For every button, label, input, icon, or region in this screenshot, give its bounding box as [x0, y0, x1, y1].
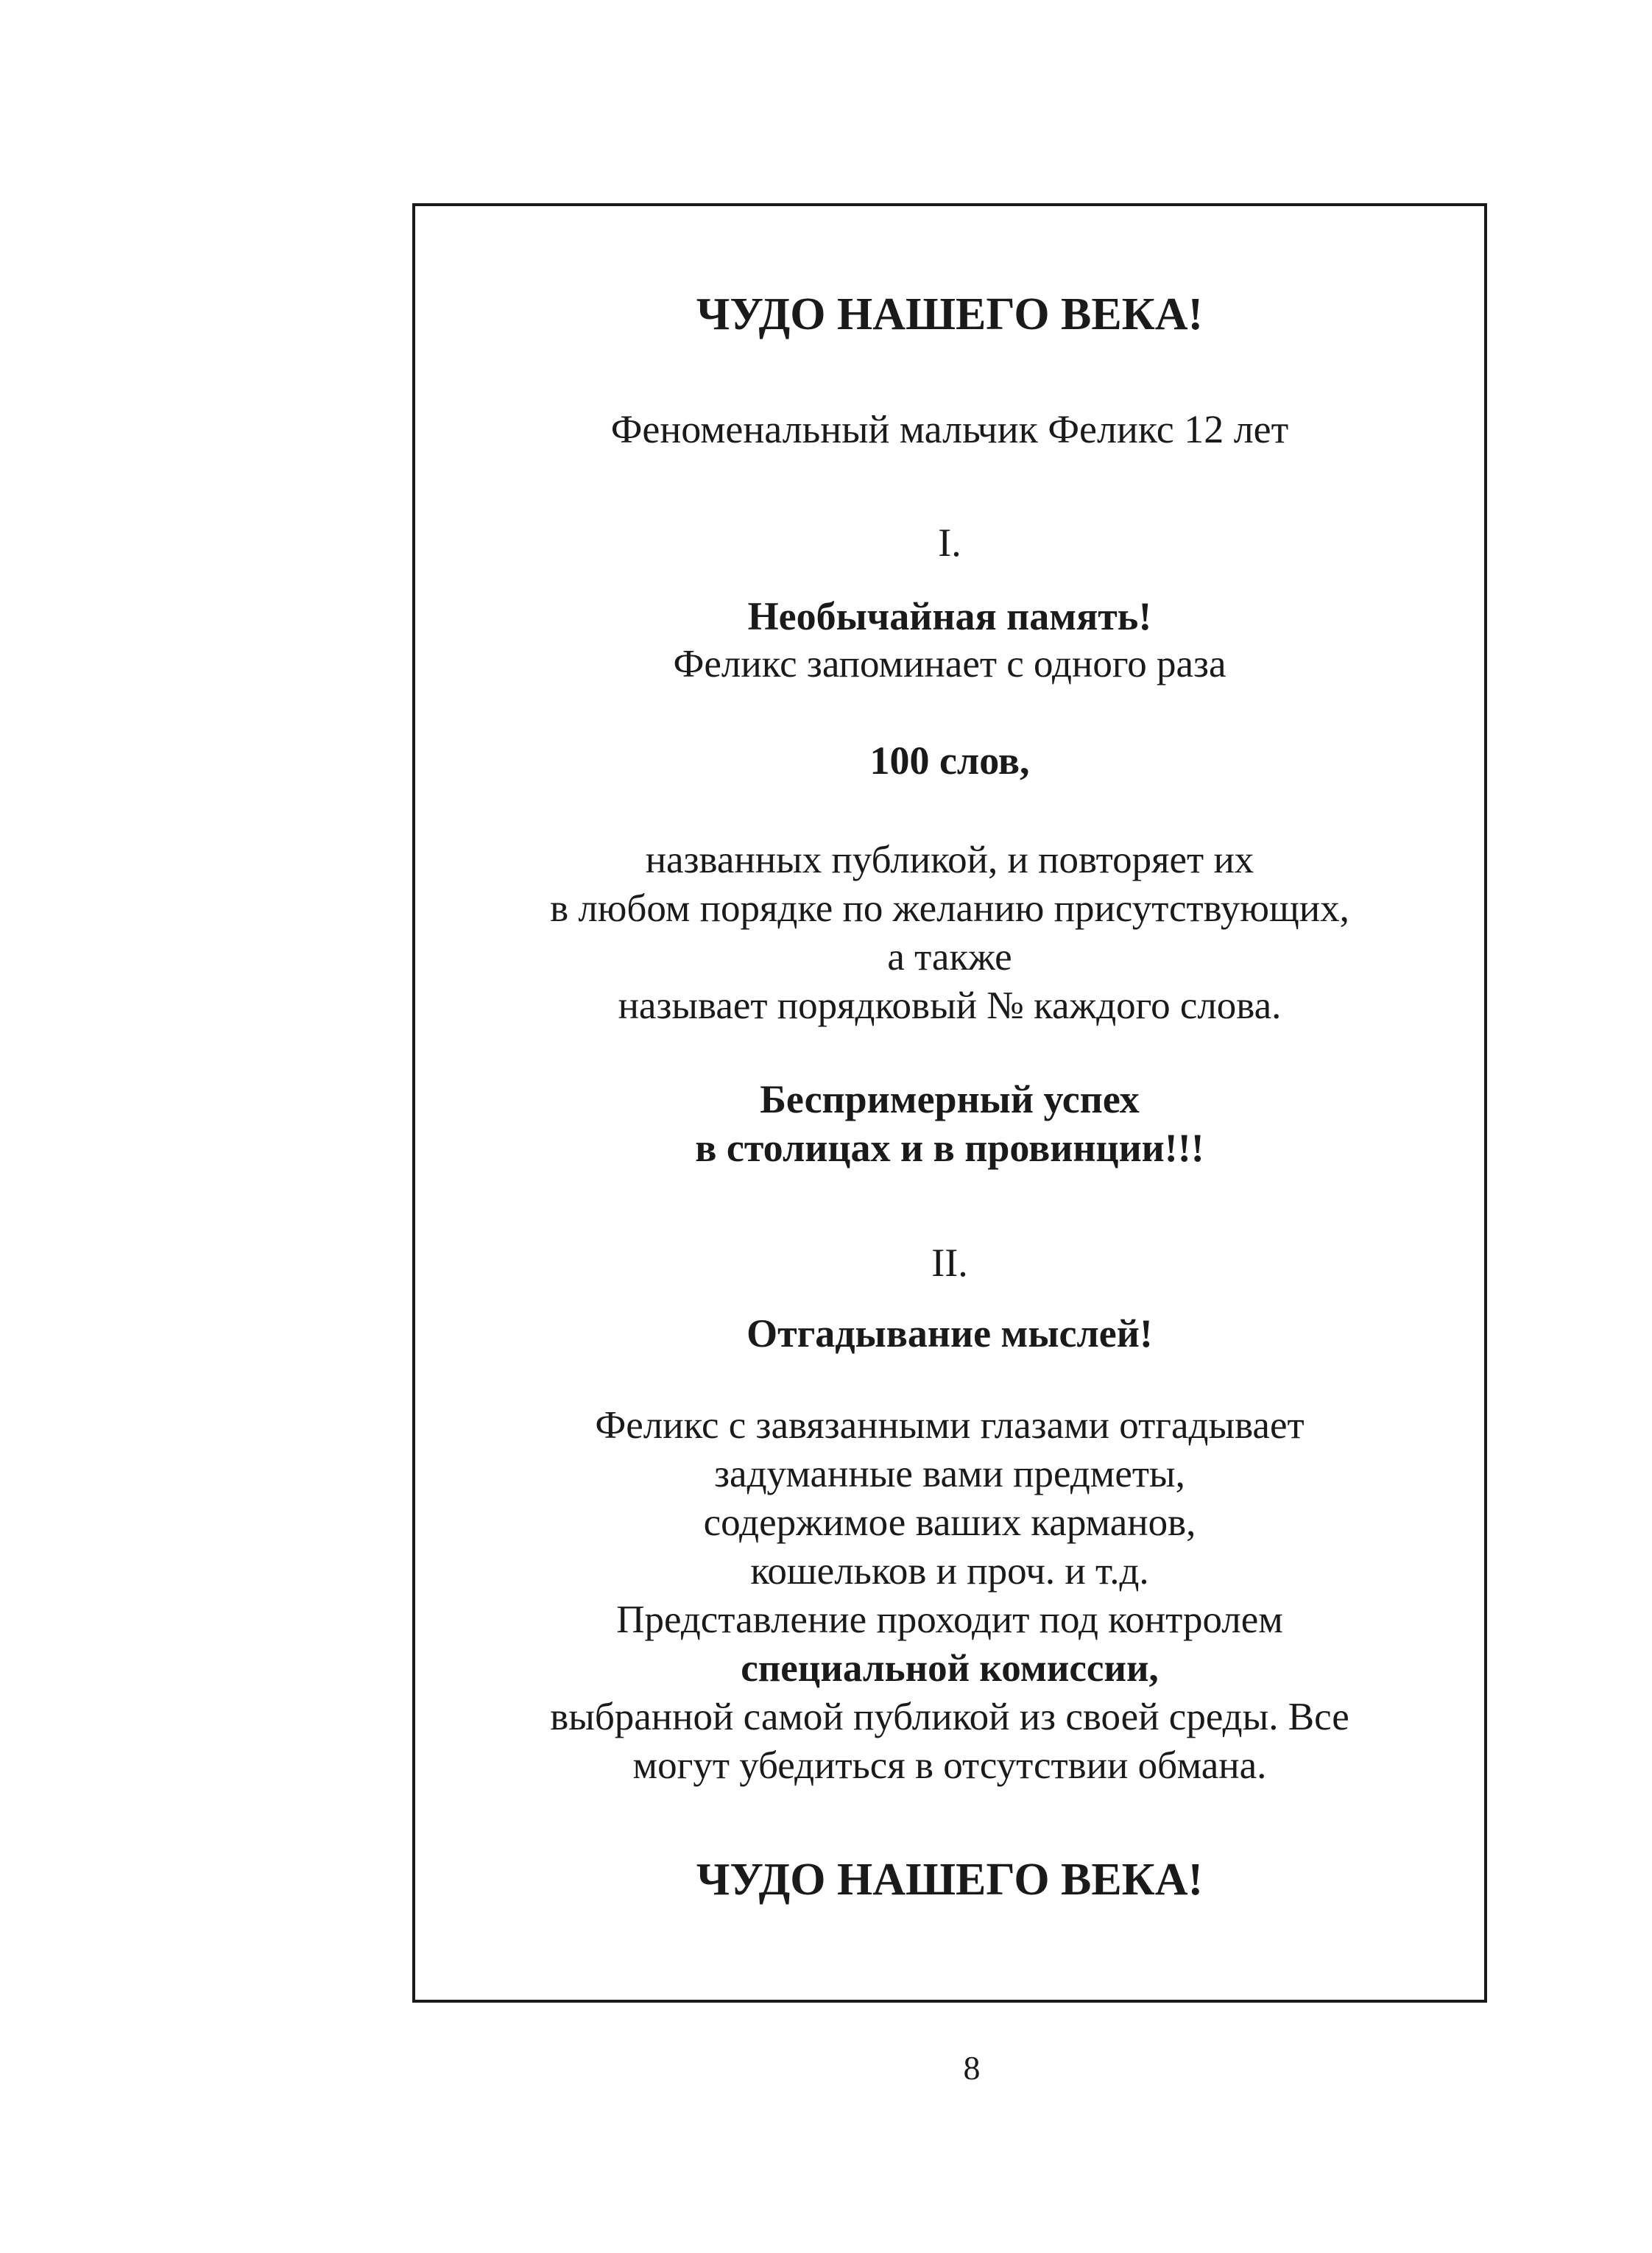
section-2-line: Представление проходит под контролем: [616, 1598, 1283, 1641]
section-1-emphasis: 100 слов,: [869, 738, 1030, 783]
section-1-numeral: I.: [938, 521, 961, 565]
section-2-line: содержимое ваших карманов,: [703, 1501, 1196, 1544]
section-2-line: специальной комиссии,: [741, 1647, 1159, 1690]
section-2-line: выбранной самой публикой из своей среды. Все: [550, 1696, 1349, 1738]
section-2-line: задуманные вами предметы,: [714, 1453, 1185, 1495]
section-1-line: а также: [887, 936, 1012, 979]
page-number: 8: [963, 2049, 981, 2087]
section-2-line: могут убедиться в отсутствии обмана.: [632, 1744, 1267, 1787]
poster-closing: ЧУДО НАШЕГО ВЕКА!: [696, 1855, 1204, 1905]
poster-subtitle: Феноменальный мальчик Феликс 12 лет: [610, 407, 1289, 451]
section-1-line: названных публикой, и повторяет их: [645, 839, 1254, 881]
section-2-line: Феликс с завязанными глазами отгадывает: [595, 1404, 1305, 1447]
section-1-line: в любом порядке по желанию присутствующих,: [550, 887, 1349, 930]
poster-title: ЧУДО НАШЕГО ВЕКА!: [696, 289, 1204, 339]
success-line: в столицах и в провинции!!!: [695, 1126, 1204, 1170]
success-line: Беспримерный успех: [760, 1077, 1140, 1121]
section-1-intro: Феликс запоминает с одного раза: [673, 643, 1226, 685]
section-2-line: кошельков и проч. и т.д.: [750, 1550, 1149, 1593]
section-1-heading: Необычайная память!: [747, 594, 1152, 638]
section-2-heading: Отгадывание мыслей!: [746, 1311, 1153, 1355]
section-1-line: называет порядковый № каждого слова.: [618, 984, 1282, 1027]
section-2-numeral: II.: [931, 1241, 968, 1285]
